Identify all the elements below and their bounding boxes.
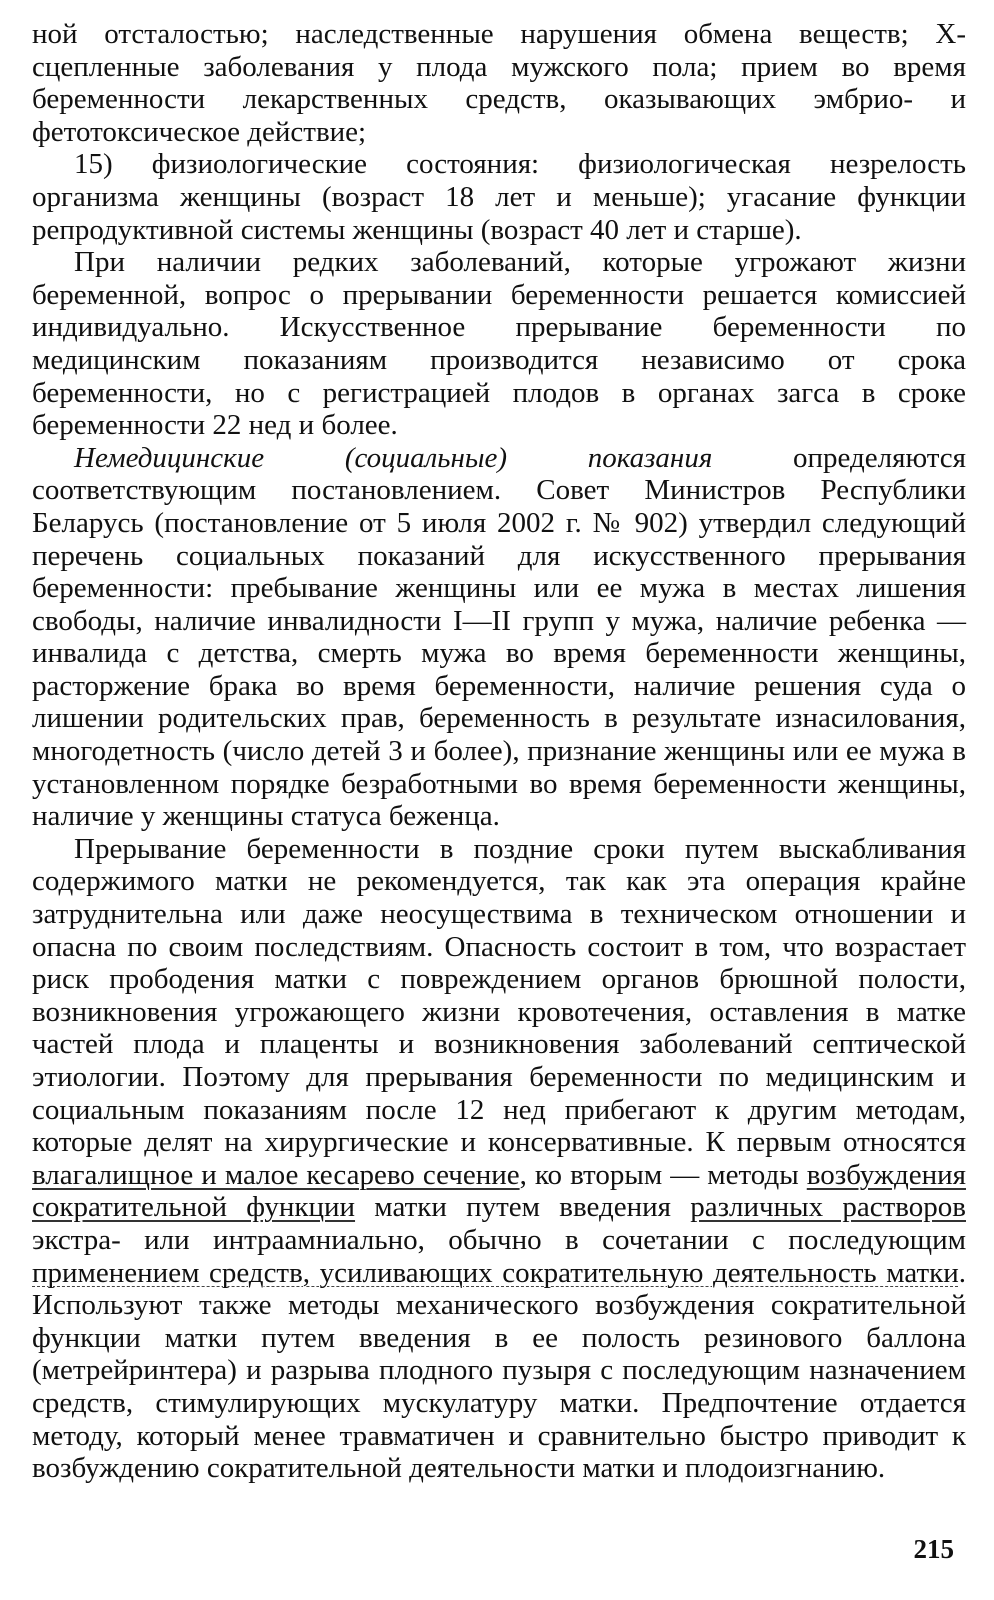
underlined-phrase: возбуждения сократительной функции xyxy=(32,1158,967,1224)
italic-term: Немедицинские (социальные) показания xyxy=(74,441,713,474)
paragraph-late-termination xyxy=(32,833,966,1485)
paragraph-text: , ко вторым — методы xyxy=(519,1158,807,1191)
paragraph-text: экстра- или интраамниально, обычно в сочетании с последующим xyxy=(32,1223,966,1256)
dashed-underlined-phrase: применением средств, усиливающих сократительную деятельность матки xyxy=(32,1256,959,1289)
paragraph-text: определяются соответствующим постановлением. Совет Министров Республики Беларусь (постановление от 5 июля 2002 г. № 902) утвердил следующий перечень социальных показаний для искусственного прерывания беременности: пребывание женщины или ее мужа в местах лишения свободы, наличие инвалидности I—II групп у мужа, наличие ребенка — инвалида с детства, смерть мужа во время беременности женщины, расторжение брака во время беременности, наличие решения суда о лишении родительских прав, беременность в результате изнасилования, многодетность (число детей 3 и более), признание женщины или ее мужа в установленном порядке безработными во время беременности женщины, наличие у женщины статуса беженца. xyxy=(32,441,967,833)
page-body xyxy=(32,18,966,1485)
paragraph-text: . Используют также методы механического возбуждения сократительной функции матки путем введения в ее полость резинового баллона (метрейринтера) и разрыва плодного пузыря с последующим назначением средств, стимулирующих мускулатуру матки. Предпочтение отдается методу, который менее травматичен и сравнительно быстро приводит к возбуждению сократительной деятельности матки и плодоизгнанию. xyxy=(32,1256,966,1485)
underlined-phrase: различных растворов xyxy=(690,1191,966,1224)
underlined-phrase: влагалищное и малое кесарево сечение xyxy=(32,1158,520,1191)
paragraph-social-indications xyxy=(32,442,966,833)
paragraph-text: матки путем введения xyxy=(355,1191,691,1224)
paragraph-physiological-states: 15) физиологические состояния: физиологическая незрелость организма женщины (возраст 18 лет и меньше); угасание функции репродуктивной системы женщины (возраст 40 лет и старше). xyxy=(32,148,966,246)
paragraph-text: Прерывание беременности в поздние сроки путем выскабливания содержимого матки не рекомендуется, так как эта операция крайне затруднительна или даже неосуществима в техническом отношении и опасна по своим последствиям. Опасность состоит в том, что возрастает риск прободения матки с повреждением органов брюшной полости, возникновения угрожающего жизни кровотечения, оставления в матке частей плода и плаценты и возникновения заболеваний септической этиологии. Поэтому для прерывания беременности по медицинским и социальным показаниям после 12 нед прибегают к другим методам, которые делят на хирургические и консервативные. К первым относятся xyxy=(32,832,966,1159)
page-number: 215 xyxy=(913,1534,954,1564)
paragraph-rare-diseases: При наличии редких заболеваний, которые угрожают жизни беременной, вопрос о прерывании беременности решается комиссией индивидуально. Искусственное прерывание беременности по медицинским показаниям производится независимо от срока беременности, но с регистрацией плодов в органах загса в сроке беременности 22 нед и более. xyxy=(32,246,966,442)
paragraph-continuation: ной отсталостью; наследственные нарушения обмена веществ; Х-сцепленные заболевания у плода мужского пола; прием во время беременности лекарственных средств, оказывающих эмбрио- и фетотоксическое действие; xyxy=(32,18,966,148)
